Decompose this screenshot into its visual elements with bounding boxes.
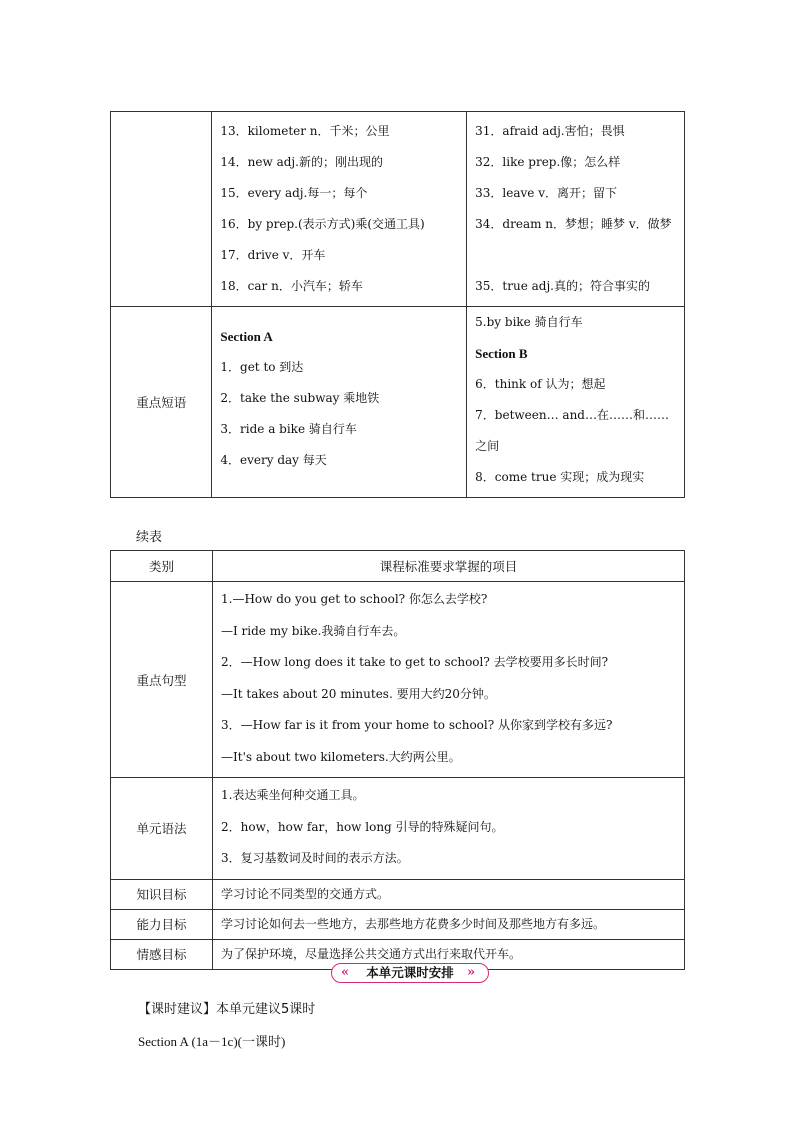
goal-line: 为了保护环境，尽量选择公共交通方式出行来取代开车。 (221, 946, 522, 961)
header-category: 类别 (111, 551, 213, 582)
goal-line: 学习讨论不同类型的交通方式。 (221, 886, 390, 901)
sentence-line: 2．—How long does it take to get to school? 去学校要用多长时间? (221, 655, 609, 669)
category-cell: 情感目标 (111, 939, 213, 969)
table-row (111, 879, 685, 909)
goal-line: 学习讨论如何去一些地方，去那些地方花费多少时间及那些地方有多远。 (221, 916, 606, 931)
phrase-item: 5.by bike 骑自行车 (475, 315, 583, 329)
category-cell: 单元语法 (111, 778, 213, 880)
sentence-line: —It's about two kilometers.大约两公里。 (221, 749, 461, 764)
vocab-item: 35．true adj.真的；符合事实的 (475, 279, 651, 293)
table-row (111, 909, 685, 939)
table-row (111, 307, 685, 498)
category-cell: 知识目标 (111, 879, 213, 909)
vocab-right-cell (467, 112, 685, 307)
table-row (111, 778, 685, 880)
category-cell: 重点短语 (111, 307, 212, 498)
phrase-item: 4．every day 每天 (220, 453, 327, 467)
phrase-item: 2．take the subway 乘地铁 (220, 391, 380, 405)
sentence-line: 1.—How do you get to school? 你怎么去学校? (221, 592, 488, 606)
curriculum-table (110, 550, 685, 970)
vocab-item: 32．like prep.像；怎么样 (475, 155, 621, 169)
table-row (111, 112, 685, 307)
phrase-left-cell (212, 307, 467, 498)
phrase-item: 3．ride a bike 骑自行车 (220, 422, 357, 436)
grammar-line: 1.表达乘坐何种交通工具。 (221, 788, 365, 802)
banner-title: 本单元课时安排 (366, 965, 454, 980)
items-cell (213, 582, 685, 778)
grammar-line: 3．复习基数词及时间的表示方法。 (221, 851, 409, 865)
sentence-line: —I ride my bike.我骑自行车去。 (221, 623, 406, 638)
sentence-line: 3．—How far is it from your home to school? 从你家到学校有多远? (221, 718, 613, 732)
vocab-item: 13．kilometer n．千米；公里 (220, 124, 390, 138)
vocab-item: 31．afraid adj.害怕；畏惧 (475, 124, 625, 138)
phrase-item: 1．get to 到达 (220, 360, 304, 374)
vocab-item: 17．drive v．开车 (220, 248, 326, 262)
vocab-item: 33．leave v．离开；留下 (475, 186, 617, 200)
vocab-left-cell (212, 112, 467, 307)
header-items: 课程标准要求掌握的项目 (213, 551, 685, 582)
category-cell-empty (111, 112, 212, 307)
vocab-item: 15．every adj.每一；每个 (220, 186, 368, 200)
items-cell (213, 879, 685, 909)
category-cell: 能力目标 (111, 909, 213, 939)
grammar-line: 2．how，how far，how long 引导的特殊疑问句。 (221, 819, 504, 834)
phrase-item: 7．between… and…在……和……之间 (475, 408, 669, 453)
vocab-item: 16．by prep.(表示方式)乘(交通工具) (220, 217, 425, 231)
schedule-banner (331, 962, 489, 984)
vocab-item: 18．car n．小汽车；轿车 (220, 279, 363, 293)
sentence-line: —It takes about 20 minutes. 要用大约20分钟。 (221, 686, 496, 701)
section-heading: Section A (220, 329, 273, 344)
table-row (111, 582, 685, 778)
category-cell: 重点句型 (111, 582, 213, 778)
continued-label: 续表 (136, 530, 163, 545)
vocabulary-table (110, 111, 685, 498)
phrase-item: 8．come true 实现；成为现实 (475, 470, 645, 484)
items-cell (213, 909, 685, 939)
vocab-item: 34．dream n．梦想；睡梦 v．做梦 (475, 217, 672, 231)
items-cell (213, 778, 685, 880)
phrase-item: 6．think of 认为；想起 (475, 377, 606, 391)
table-header-row (111, 551, 685, 582)
section-line: Section A (1a－1c)(一课时) (138, 1034, 286, 1049)
double-chevron-left-icon: « (341, 965, 350, 980)
vocab-item: 14．new adj.新的；刚出现的 (220, 155, 383, 169)
lesson-suggestion: 【课时建议】本单元建议5课时 (138, 1002, 316, 1017)
double-chevron-right-icon: » (467, 965, 476, 980)
section-heading: Section B (475, 346, 528, 361)
phrase-right-cell (467, 307, 685, 498)
